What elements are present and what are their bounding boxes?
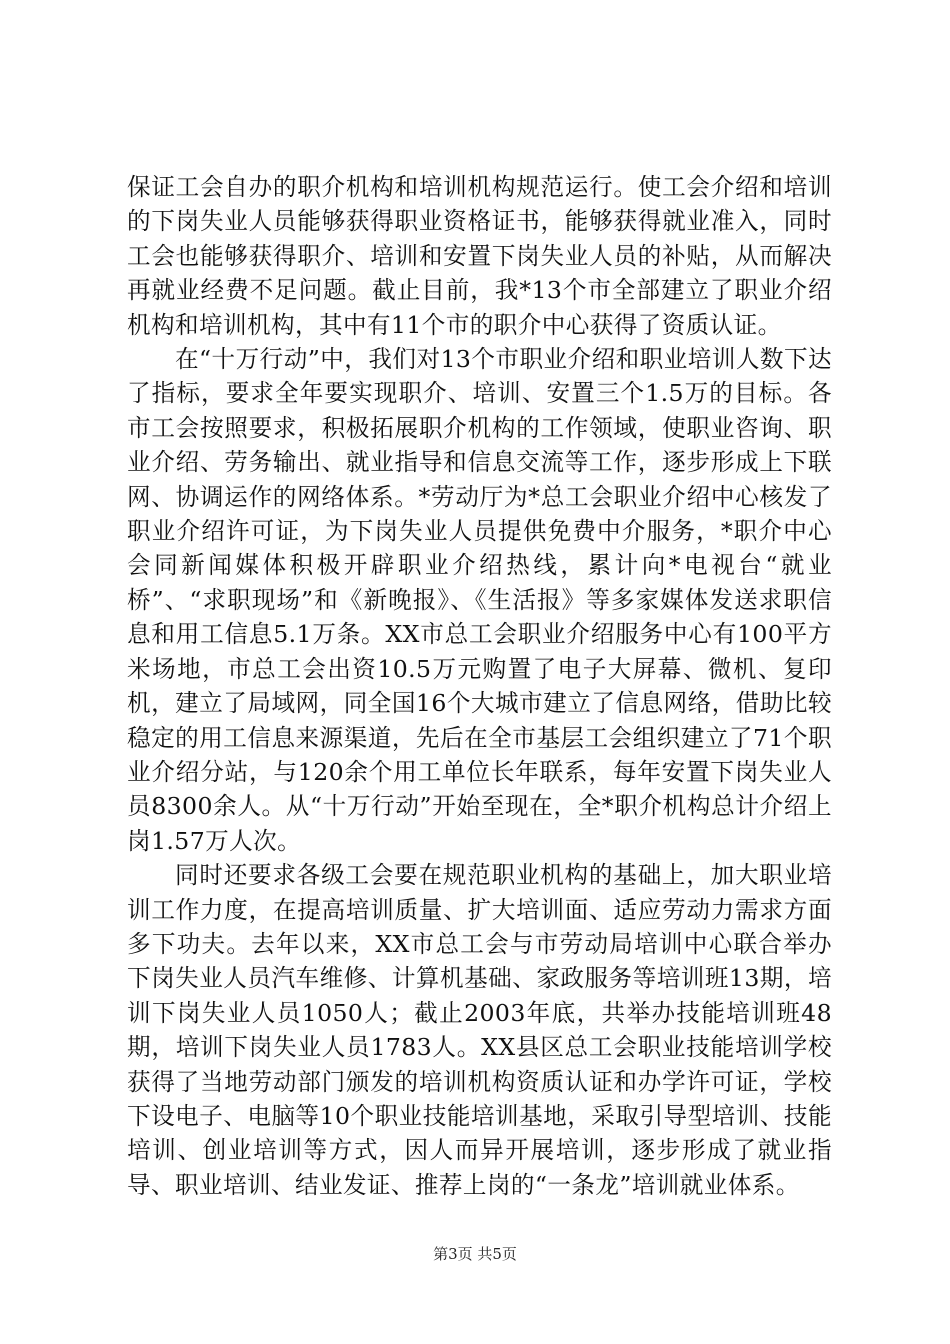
paragraph-continuation: 保证工会自办的职介机构和培训机构规范运行。使工会介绍和培训的下岗失业人员能够获得职业资格证书，能够获得就业准入，同时工会也能够获得职介、培训和安置下岗失业人员的补贴，从而解决再就业经费不足问题。截止目前，我*13个市全部建立了职业介绍机构和培训机构，其中有11个市的职介中心获得了资质认证。	[127, 173, 832, 339]
paragraph-vocational-training: 同时还要求各级工会要在规范职业机构的基础上，加大职业培训工作力度，在提高培训质量、扩大培训面、适应劳动力需求方面多下功夫。去年以来，XX市总工会与市劳动局培训中心联合举办下岗失业人员汽车维修、计算机基础、家政服务等培训班13期，培训下岗失业人员1050人；截止2003年底，共举办技能培训班48期，培训下岗失业人员1783人。XX县区总工会职业技能培训学校获得了当地劳动部门颁发的培训机构资质认证和办学许可证，学校下设电子、电脑等10个职业技能培训基地，采取引导型培训、技能培训、创业培训等方式，因人而异开展培训，逐步形成了就业指导、职业培训、结业发证、推荐上岗的“一条龙”培训就业体系。	[127, 861, 832, 1199]
paragraph-employment-referral: 在“十万行动”中，我们对13个市职业介绍和职业培训人数下达了指标，要求全年要实现职介、培训、安置三个1.5万的目标。各市工会按照要求，积极拓展职介机构的工作领域，使职业咨询、职业介绍、劳务输出、就业指导和信息交流等工作，逐步形成上下联网、协调运作的网络体系。*劳动厅为*总工会职业介绍中心核发了职业介绍许可证，为下岗失业人员提供免费中介服务，*职介中心会同新闻媒体积极开辟职业介绍热线，累计向*电视台“就业桥”、“求职现场”和《新晚报》、《生活报》等多家媒体发送求职信息和用工信息5.1万条。XX市总工会职业介绍服务中心有100平方米场地，市总工会出资10.5万元购置了电子大屏幕、微机、复印机，建立了局域网，同全国16个大城市建立了信息网络，借助比较稳定的用工信息来源渠道，先后在全市基层工会组织建立了71个职业介绍分站，与120余个用工单位长年联系，每年安置下岗失业人员8300余人。从“十万行动”开始至现在，全*职介机构总计介绍上岗1.57万人次。	[127, 345, 832, 855]
document-body	[127, 170, 832, 1202]
page-number-footer: 第3页 共5页	[433, 1245, 517, 1263]
